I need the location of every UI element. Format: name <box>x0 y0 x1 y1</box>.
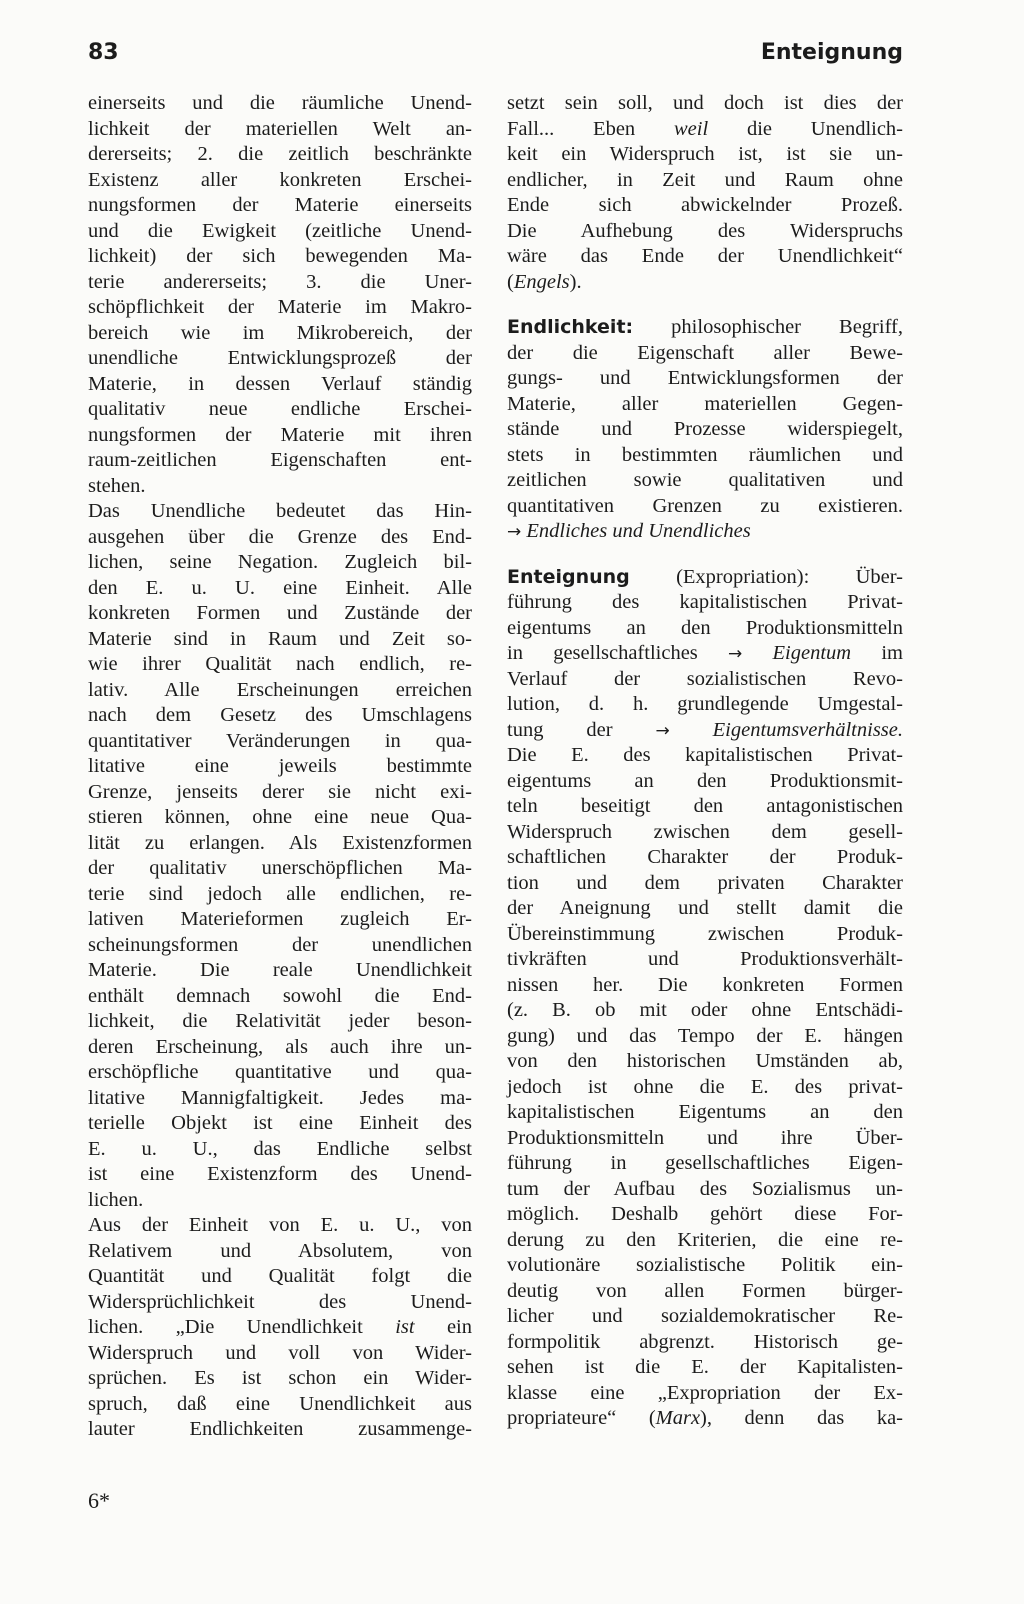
text-line: Grenze, jenseits derer sie nicht exi- <box>88 780 472 803</box>
text-line: Materie, in dessen Verlauf ständig <box>88 372 472 395</box>
text-line: endlicher, in Zeit und Raum ohne <box>507 168 903 191</box>
text-line: sehen ist die E. der Kapitalisten- <box>507 1356 903 1378</box>
text-line <box>507 565 903 591</box>
entry-headword: Endlichkeit: <box>507 316 634 338</box>
text-line: volutionäre sozialistische Politik ein- <box>507 1254 903 1276</box>
text-line: der Aneignung und stellt damit die <box>507 897 903 919</box>
text-line: Existenz aller konkreten Erschei- <box>88 168 472 191</box>
cross-reference-arrow-icon: → <box>655 720 670 741</box>
text-line: bereich wie im Mikrobereich, der <box>88 321 472 344</box>
text-line <box>507 718 903 744</box>
text-line: lichen. <box>88 1188 144 1211</box>
text-line: keit ein Widerspruch ist, ist sie un- <box>507 143 903 165</box>
text-line: und die Ewigkeit (zeitliche Unend- <box>88 219 472 242</box>
text-line <box>507 117 903 143</box>
text-line: nungsformen der Materie einerseits <box>88 194 472 216</box>
text-segment: in gesellschaftliches <box>507 642 729 664</box>
text-line: lichen, seine Negation. Zugleich bil- <box>88 551 472 573</box>
signature-mark: 6* <box>88 1488 110 1513</box>
text-line <box>507 1406 903 1432</box>
text-segment: lichen. „Die Unendlichkeit <box>88 1316 396 1338</box>
left-column <box>88 91 472 1443</box>
text-line: lauter Endlichkeiten zusammenge- <box>88 1418 472 1440</box>
text-line: tivkräften und Produktionsverhält- <box>507 948 903 970</box>
text-line <box>88 1315 472 1341</box>
text-line: kapitalistischen Eigentums an den <box>507 1101 903 1123</box>
cross-reference[interactable]: Eigentumsverhältnisse. <box>712 718 904 741</box>
cross-reference-arrow-icon: → <box>728 644 743 664</box>
text-line: litative eine jeweils bestimmte <box>88 755 472 777</box>
text-line: führung des kapitalistischen Privat- <box>507 591 903 613</box>
text-line: formpolitik abgrenzt. Historisch ge- <box>507 1330 903 1353</box>
text-line <box>507 270 903 296</box>
text-segment: propriateure“ ( <box>507 1407 656 1429</box>
emphasis: ist <box>395 1316 415 1338</box>
author-citation: Marx <box>655 1407 701 1429</box>
text-line: lichkeit) der sich bewegenden Ma- <box>88 245 472 267</box>
text-line: tum der Aufbau des Sozialismus un- <box>507 1177 903 1200</box>
page-number: 83 <box>88 40 119 65</box>
text-line: sprüchen. Es ist schon ein Wider- <box>88 1367 472 1389</box>
text-line: derung zu den Kriterien, die eine re- <box>507 1228 903 1251</box>
text-line: Das Unendliche bedeutet das Hin- <box>88 500 472 522</box>
text-line: ist eine Existenzform des Unend- <box>88 1163 472 1185</box>
text-line: tion und dem privaten Charakter <box>507 871 903 894</box>
text-segment: im <box>851 642 903 664</box>
text-line: den E. u. U. eine Einheit. Alle <box>88 576 472 599</box>
text-line <box>507 641 903 667</box>
text-line: teln beseitigt den antagonistischen <box>507 795 903 817</box>
text-line: der die Eigenschaft aller Bewe- <box>507 341 903 364</box>
text-segment: philosophischer Begriff, <box>633 316 903 338</box>
text-line: Ende sich abwickelnder Prozeß. <box>507 194 903 216</box>
text-line: raum-zeitlichen Eigenschaften ent- <box>88 449 472 471</box>
text-line: stände und Prozesse widerspiegelt, <box>507 418 903 440</box>
text-line: Die Aufhebung des Widerspruchs <box>507 219 903 242</box>
text-line: unendliche Entwicklungsprozeß der <box>88 347 472 369</box>
emphasis: weil <box>673 117 709 140</box>
text-line: lativen Materieformen zugleich Er- <box>88 908 472 930</box>
text-line: Widersprüchlichkeit des Unend- <box>88 1290 472 1313</box>
text-line: der qualitativ unerschöpflichen Ma- <box>88 857 472 879</box>
text-line: gungs- und Entwicklungsformen der <box>507 367 903 389</box>
text-line: nungsformen der Materie mit ihren <box>88 423 472 446</box>
text-line: konkreten Formen und Zustände der <box>88 602 472 624</box>
text-line: stehen. <box>88 474 146 497</box>
text-line: gung) und das Tempo der E. hängen <box>507 1024 903 1047</box>
text-line: einerseits und die räumliche Unend- <box>88 92 472 114</box>
text-line: Aus der Einheit von E. u. U., von <box>88 1214 472 1236</box>
text-line: lution, d. h. grundlegende Umgestal- <box>507 693 903 715</box>
text-segment: die Unendlich- <box>708 117 904 140</box>
cross-reference-arrow-icon: → <box>507 522 522 542</box>
text-line: quantitativen Grenzen zu existieren. <box>507 494 903 517</box>
text-line: terielle Objekt ist eine Einheit des <box>88 1112 472 1134</box>
text-line: licher und sozialdemokratischer Re- <box>507 1305 903 1327</box>
text-line: eigentums an den Produktionsmit- <box>507 769 903 792</box>
text-segment: ( <box>507 270 514 293</box>
text-line: lität zu erlangen. Als Existenzformen <box>88 831 472 854</box>
text-line: stieren können, ohne eine neue Qua- <box>88 806 472 828</box>
cross-reference[interactable]: Endliches und Unendliches <box>526 520 751 542</box>
text-line: lichkeit der materiellen Welt an- <box>88 117 472 140</box>
text-line: eigentums an den Produktionsmitteln <box>507 616 903 639</box>
text-segment: ), denn das ka- <box>700 1407 903 1429</box>
text-line: Quantität und Qualität folgt die <box>88 1265 472 1287</box>
text-line: zeitlichen sowie qualitativen und <box>507 469 903 491</box>
text-line: stets in bestimmten räumlichen und <box>507 443 903 466</box>
text-line: schöpflichkeit der Materie im Makro- <box>88 296 472 318</box>
text-line <box>507 315 903 341</box>
text-line: Relativem und Absolutem, von <box>88 1239 472 1262</box>
text-line: E. u. U., das Endliche selbst <box>88 1137 472 1160</box>
running-head: Enteignung <box>760 40 903 65</box>
text-line: Materie, aller materiellen Gegen- <box>507 392 903 415</box>
text-line <box>507 519 903 545</box>
text-line: lativ. Alle Erscheinungen erreichen <box>88 678 472 701</box>
text-line: nach dem Gesetz des Umschlagens <box>88 704 472 726</box>
text-line: spruch, daß eine Unendlichkeit aus <box>88 1392 472 1415</box>
text-line: lichkeit, die Relativität jeder beson- <box>88 1010 472 1032</box>
entry-gap <box>507 545 903 565</box>
text-line: setzt sein soll, und doch ist dies der <box>507 92 903 114</box>
text-line: (z. B. ob mit oder ohne Entschädi- <box>507 999 903 1021</box>
text-line: führung in gesellschaftliches Eigen- <box>507 1152 903 1174</box>
text-line: jedoch ist ohne die E. des privat- <box>507 1075 903 1098</box>
text-segment: tung der <box>507 718 656 741</box>
text-line: wäre das Ende der Unendlichkeit“ <box>507 245 903 267</box>
text-line: litative Mannigfaltigkeit. Jedes ma- <box>88 1086 472 1109</box>
text-line: Übereinstimmung zwischen Produk- <box>507 922 903 945</box>
text-segment: Fall... Eben <box>507 117 674 140</box>
text-line: Verlauf der sozialistischen Revo- <box>507 667 903 690</box>
text-line: qualitativ neue endliche Erschei- <box>88 398 472 420</box>
right-column <box>507 91 903 1432</box>
text-line: Materie. Die reale Unendlichkeit <box>88 959 472 981</box>
text-segment: ). <box>569 270 582 293</box>
text-line: enthält demnach sowohl die End- <box>88 984 472 1007</box>
text-line: nissen her. Die konkreten Formen <box>507 973 903 996</box>
text-line: erschöpfliche quantitative und qua- <box>88 1061 472 1083</box>
text-line: schaftlichen Charakter der Produk- <box>507 846 903 868</box>
entry-headword: Enteignung <box>507 565 630 588</box>
text-line: klasse eine „Expropriation der Ex- <box>507 1381 903 1404</box>
text-line: Widerspruch zwischen dem gesell- <box>507 820 903 843</box>
text-line: Widerspruch und voll von Wider- <box>88 1341 472 1364</box>
text-line: Produktionsmitteln und ihre Über- <box>507 1126 903 1149</box>
text-line: Die E. des kapitalistischen Privat- <box>507 744 903 766</box>
text-line: dererseits; 2. die zeitlich beschränkte <box>88 143 472 165</box>
text-line: scheinungsformen der unendlichen <box>88 933 472 956</box>
text-line: quantitativer Veränderungen in qua- <box>88 729 472 752</box>
text-line: möglich. Deshalb gehört diese For- <box>507 1203 903 1225</box>
text-line: wie ihrer Qualität nach endlich, re- <box>88 653 472 675</box>
text-line: ausgehen über die Grenze des End- <box>88 525 472 548</box>
text-line: Materie sind in Raum und Zeit so- <box>88 627 472 650</box>
text-line: deutig von allen Formen bürger- <box>507 1279 903 1302</box>
author-citation: Engels <box>513 270 570 293</box>
text-line: terie andererseits; 3. die Uner- <box>88 270 472 293</box>
cross-reference[interactable]: Eigentum <box>772 642 852 664</box>
text-line: terie sind jedoch alle endlichen, re- <box>88 882 472 905</box>
text-line: deren Erscheinung, als auch ihre un- <box>88 1035 472 1058</box>
entry-gap <box>507 295 903 315</box>
text-segment: (Expropriation): Über- <box>629 565 903 588</box>
text-segment: ein <box>414 1316 473 1338</box>
text-line: von den historischen Umständen ab, <box>507 1050 903 1072</box>
